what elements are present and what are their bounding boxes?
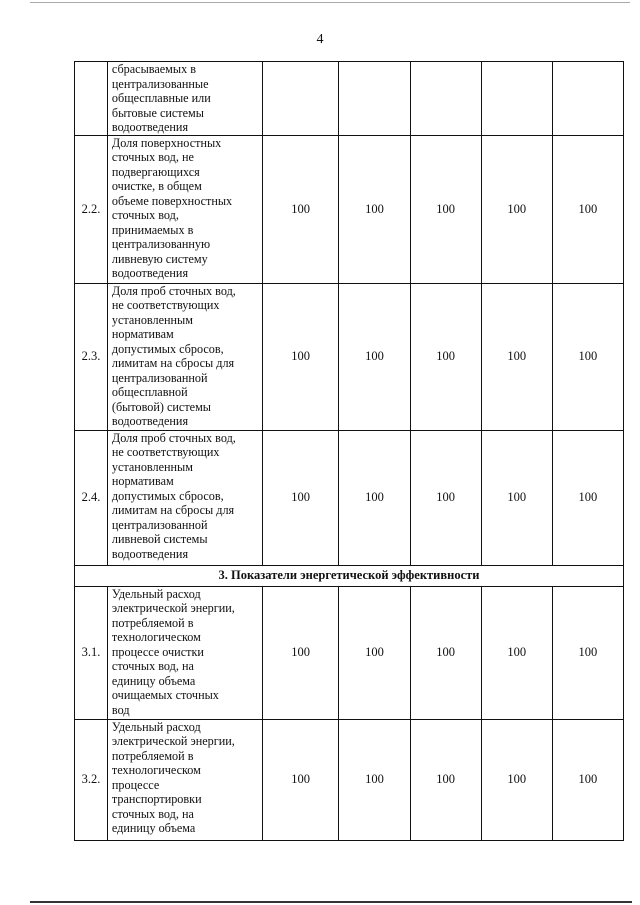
value-cell	[410, 62, 481, 136]
indicator-name: Удельный расход электрической энергии, потребляемой в технологическом процессе очистки сточных вод, на единицу объема очищаемых сточных вод	[107, 586, 262, 719]
indicator-name: Доля поверхностных сточных вод, не подвергающихся очистке, в общем объеме поверхностных сточных вод, принимаемых в централизованную ливневую систему водоотведения	[107, 135, 262, 283]
value-cell: 100	[410, 719, 481, 840]
value-cell: 100	[262, 135, 338, 283]
row-number: 2.4.	[75, 430, 108, 565]
value-cell: 100	[339, 135, 410, 283]
indicator-name: Доля проб сточных вод, не соответствующих установленным нормативам допустимых сбросов, лимитам на сбросы для централизованной ливневой системы водоотведения	[107, 430, 262, 565]
row-number: 3.2.	[75, 719, 108, 840]
value-cell: 100	[481, 586, 552, 719]
table-row-2-2	[75, 135, 624, 283]
indicator-name: Удельный расход электрической энергии, потребляемой в технологическом процессе транспортировки сточных вод, на единицу объема	[107, 719, 262, 840]
row-number: 3.1.	[75, 586, 108, 719]
value-cell: 100	[339, 283, 410, 430]
value-cell: 100	[481, 719, 552, 840]
value-cell	[481, 62, 552, 136]
top-rule	[30, 2, 630, 3]
value-cell: 100	[552, 430, 623, 565]
value-cell: 100	[552, 719, 623, 840]
value-cell	[552, 62, 623, 136]
value-cell: 100	[481, 430, 552, 565]
value-cell: 100	[262, 430, 338, 565]
row-number: 2.3.	[75, 283, 108, 430]
value-cell: 100	[552, 135, 623, 283]
section-title: 3. Показатели энергетической эффективности	[75, 565, 624, 586]
value-cell: 100	[481, 135, 552, 283]
value-cell: 100	[552, 586, 623, 719]
section-header-row	[75, 565, 624, 586]
indicator-name: сбрасываемых в централизованные общесплавные или бытовые системы водоотведения	[107, 62, 262, 136]
bottom-rule	[30, 901, 632, 903]
value-cell: 100	[262, 283, 338, 430]
indicators-table	[74, 61, 624, 841]
page-number: 4	[316, 32, 324, 47]
value-cell: 100	[339, 430, 410, 565]
indicator-name: Доля проб сточных вод, не соответствующих установленным нормативам допустимых сбросов, лимитам на сбросы для централизованной общесплавной (бытовой) системы водоотведения	[107, 283, 262, 430]
value-cell: 100	[262, 586, 338, 719]
value-cell: 100	[410, 430, 481, 565]
row-number: 2.2.	[75, 135, 108, 283]
value-cell	[262, 62, 338, 136]
value-cell: 100	[339, 586, 410, 719]
table-row-3-2	[75, 719, 624, 840]
value-cell: 100	[552, 283, 623, 430]
value-cell	[339, 62, 410, 136]
table-row-2-3	[75, 283, 624, 430]
value-cell: 100	[339, 719, 410, 840]
value-cell: 100	[410, 586, 481, 719]
table-row-2-4	[75, 430, 624, 565]
table-row-2-1-cont	[75, 62, 624, 136]
row-number	[75, 62, 108, 136]
value-cell: 100	[410, 135, 481, 283]
value-cell: 100	[410, 283, 481, 430]
value-cell: 100	[262, 719, 338, 840]
value-cell: 100	[481, 283, 552, 430]
table-row-3-1	[75, 586, 624, 719]
